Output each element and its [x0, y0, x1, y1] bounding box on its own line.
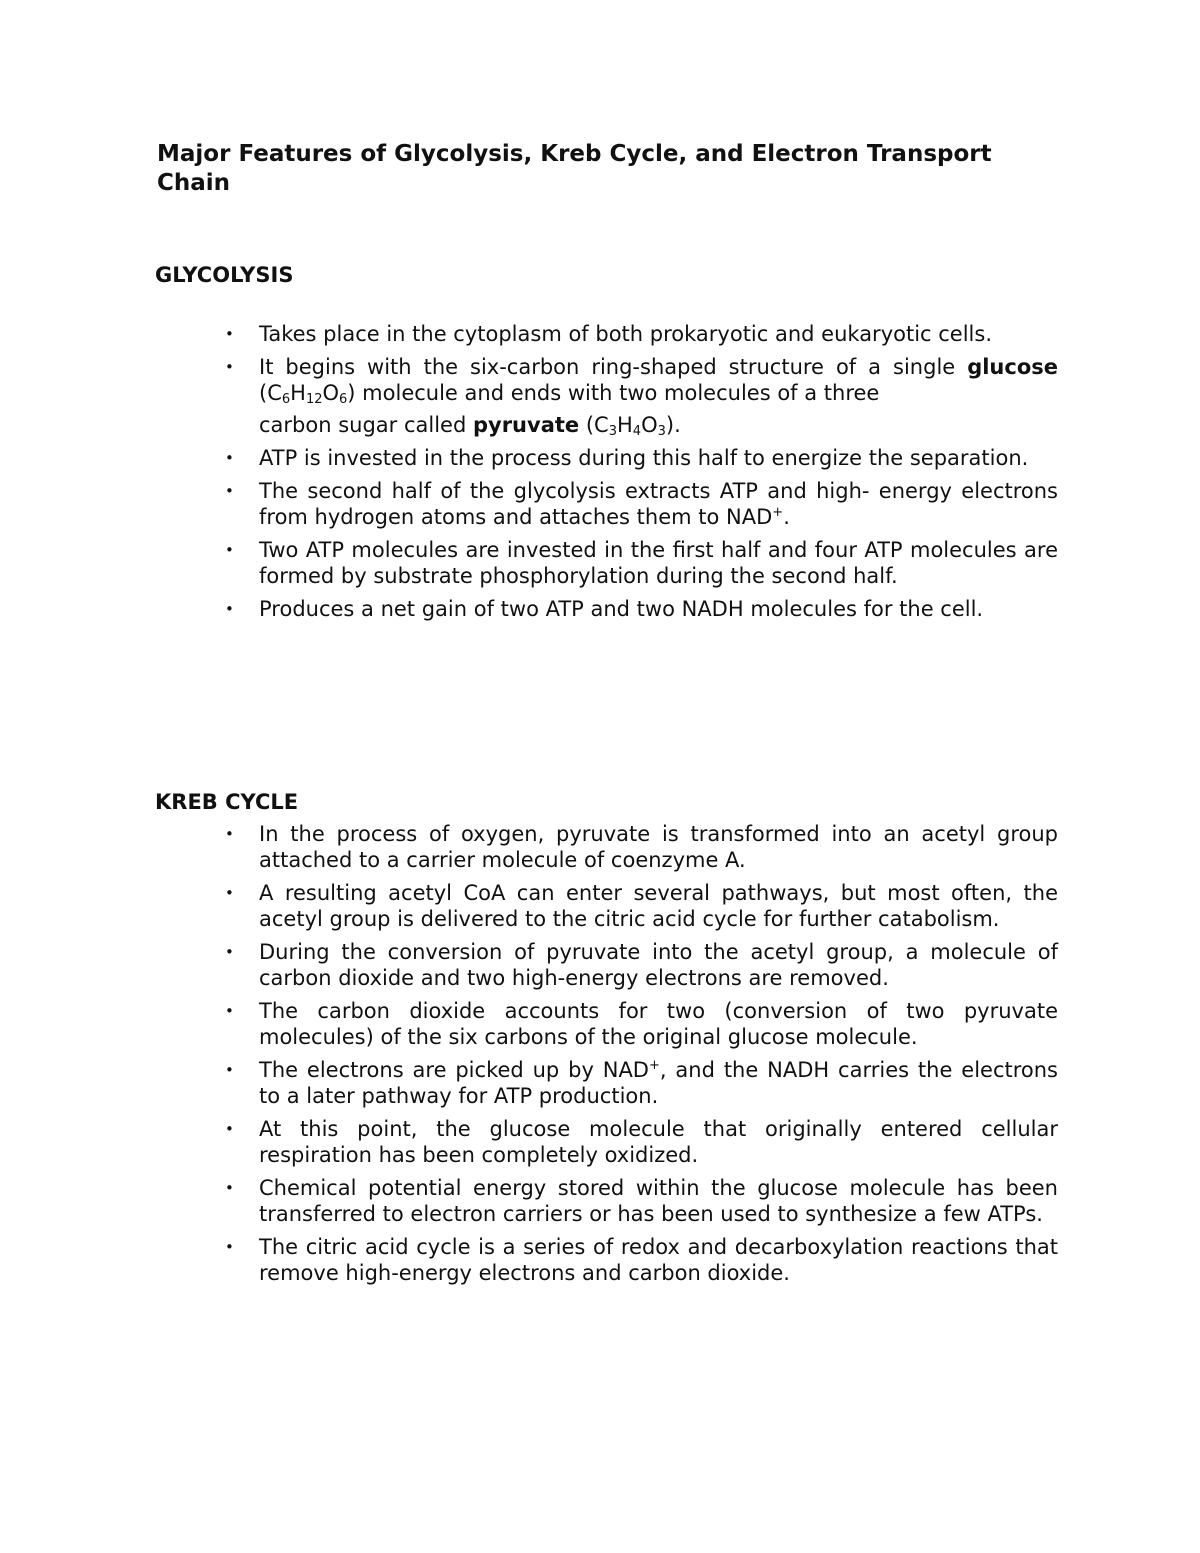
pyruvate-term: pyruvate	[472, 413, 580, 437]
list-item: • The second half of the glycolysis extracts ATP and high- energy electrons from hydrogen atoms and attaches them to NAD+.	[225, 479, 1058, 529]
list-item-text: Takes place in the cytoplasm of both prokaryotic and eukaryotic cells.	[259, 322, 993, 346]
list-item-text: The second half of the glycolysis extracts ATP and high- energy electrons from hydrogen atoms and attaches them to NAD	[259, 479, 1058, 529]
bullet-icon: •	[225, 482, 234, 500]
page-title: Major Features of Glycolysis, Kreb Cycle, and Electron Transport Chain	[157, 141, 992, 196]
list-item	[220, 537, 1058, 589]
glycolysis-heading: GLYCOLYSIS	[155, 263, 294, 287]
superscript: +	[772, 505, 784, 520]
list-item	[220, 821, 1058, 873]
list-item-text: Chemical potential energy stored within the glucose molecule has been transferred to electron carriers or has been used to synthesize a few ATPs.	[259, 1176, 1058, 1226]
list-item	[220, 321, 1058, 347]
list-item-text: A resulting acetyl CoA can enter several pathways, but most often, the acetyl group is delivered to the citric acid cycle for further catabolism.	[259, 881, 1058, 931]
list-item-text: During the conversion of pyruvate into the acetyl group, a molecule of carbon dioxide and two high-energy electrons are removed.	[259, 940, 1058, 990]
list-item	[220, 445, 1058, 471]
pyruvate-formula: $(C_3H_4O_3)$.	[585, 413, 681, 439]
list-item-text: ATP is invested in the process during this half to energize the separation.	[259, 446, 1029, 470]
kreb-cycle-heading: KREB CYCLE	[155, 790, 299, 814]
bullet-icon: •	[225, 825, 234, 843]
list-item	[220, 1234, 1058, 1286]
list-item-continuation: carbon sugar called pyruvate $(C_3H_4O_3)$.	[259, 413, 681, 439]
bullet-icon: •	[225, 1120, 234, 1138]
list-item-text: At this point, the glucose molecule that originally entered cellular respiration has been completely oxidized.	[259, 1117, 1058, 1167]
list-item-text: It begins with the six-carbon ring-shaped structure of a single	[259, 355, 968, 379]
list-item	[220, 880, 1058, 932]
list-item-text: The electrons are picked up by NAD	[259, 1058, 649, 1082]
list-item-text: Two ATP molecules are invested in the first half and four ATP molecules are formed by substrate phosphorylation during the second half.	[259, 538, 1058, 588]
list-item-text: The carbon dioxide accounts for two (conversion of two pyruvate molecules) of the six carbons of the original glucose molecule.	[259, 999, 1058, 1049]
glycolysis-list	[220, 321, 1058, 629]
bullet-icon: •	[225, 884, 234, 902]
bullet-icon: •	[225, 1002, 234, 1020]
bullet-icon: •	[225, 1238, 234, 1256]
bullet-icon: •	[225, 325, 234, 343]
list-item	[220, 354, 1058, 438]
list-item-text: In the process of oxygen, pyruvate is transformed into an acetyl group attached to a carrier molecule of coenzyme A.	[259, 822, 1058, 872]
list-item-text: molecule and ends with two molecules of a three	[355, 381, 880, 405]
list-item	[220, 1116, 1058, 1168]
bullet-icon: •	[225, 358, 234, 376]
list-item	[220, 1175, 1058, 1227]
bullet-icon: •	[225, 1179, 234, 1197]
glucose-formula: $(C_6H_{12}O_6)$	[259, 381, 356, 407]
bullet-icon: •	[225, 600, 234, 618]
glucose-term: glucose	[967, 355, 1058, 379]
bullet-icon: •	[225, 541, 234, 559]
list-item	[220, 998, 1058, 1050]
superscript: +	[648, 1058, 660, 1073]
list-item	[220, 596, 1058, 622]
list-item-text: Produces a net gain of two ATP and two NADH molecules for the cell.	[259, 597, 984, 621]
kreb-cycle-list	[220, 821, 1058, 1293]
bullet-icon: •	[225, 1061, 234, 1079]
list-item-text: The citric acid cycle is a series of redox and decarboxylation reactions that remove high-energy electrons and carbon dioxide.	[259, 1235, 1058, 1285]
bullet-icon: •	[225, 943, 234, 961]
list-item: • The electrons are picked up by NAD+, and the NADH carries the electrons to a later pathway for ATP production.	[225, 1058, 1058, 1108]
bullet-icon: •	[225, 449, 234, 467]
list-item	[220, 939, 1058, 991]
